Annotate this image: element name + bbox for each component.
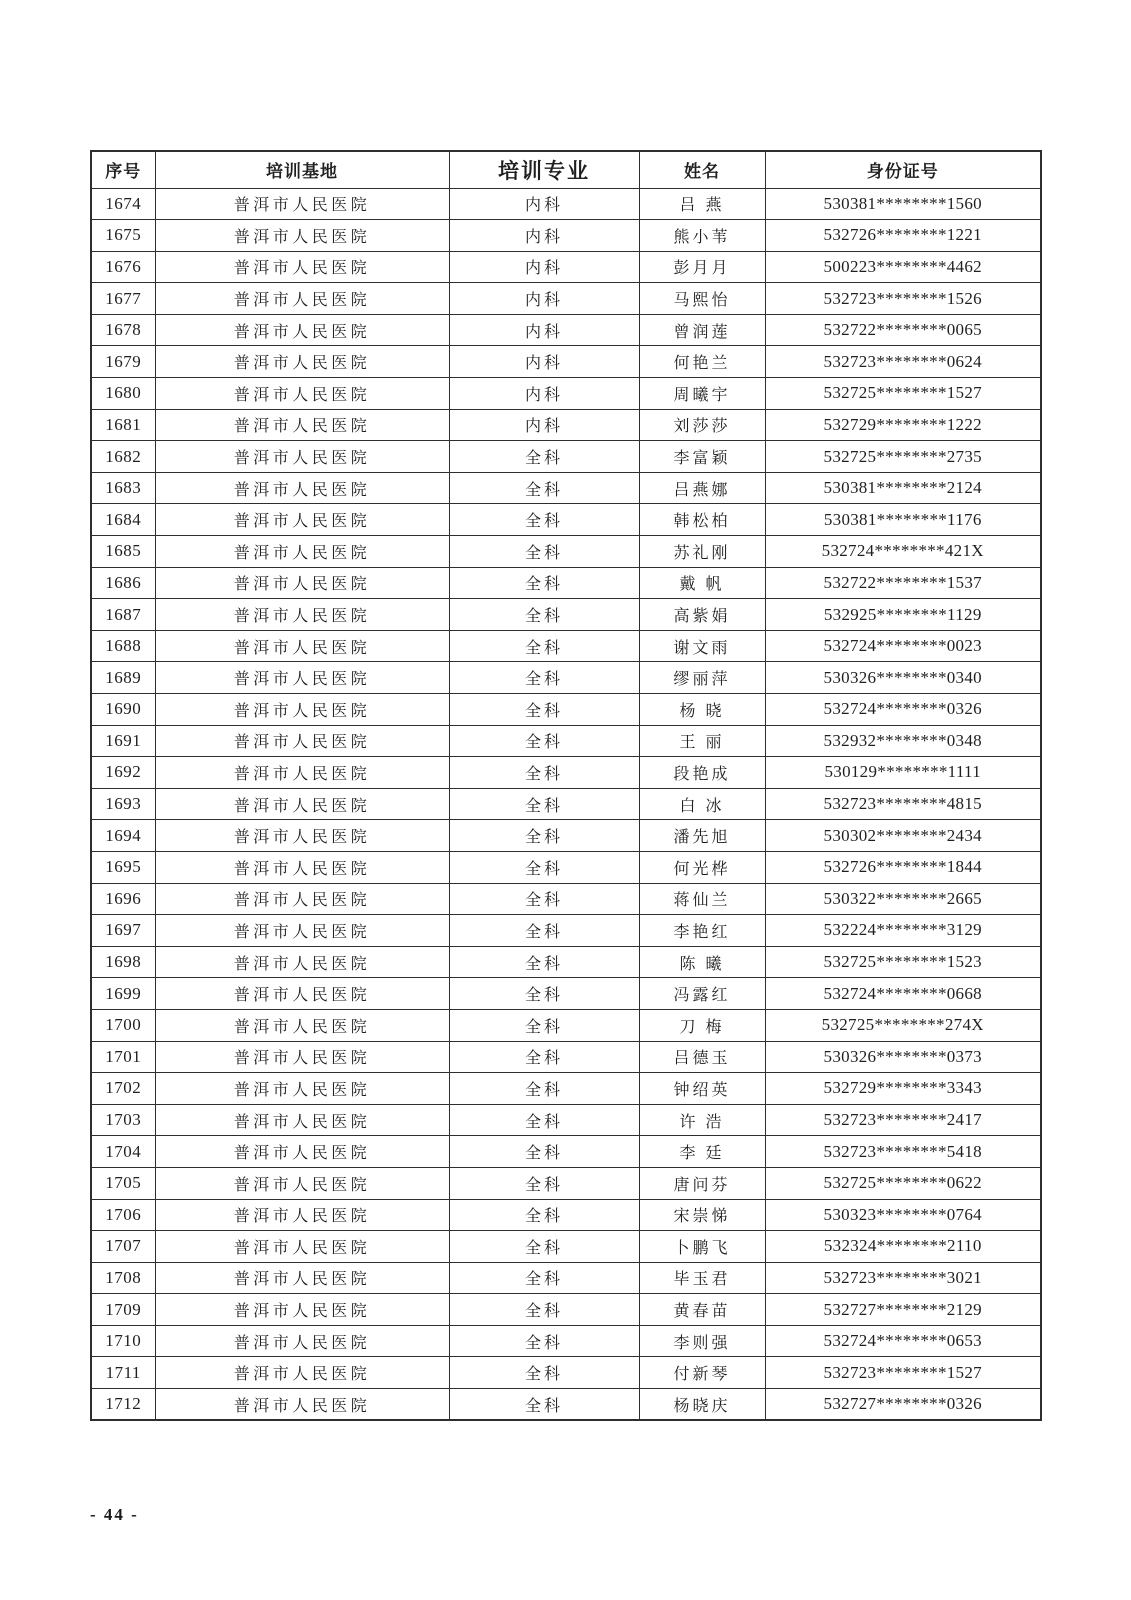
cell-seq: 1699 bbox=[91, 978, 155, 1010]
cell-id: 530381********1560 bbox=[765, 188, 1041, 220]
cell-seq: 1686 bbox=[91, 567, 155, 599]
table-row bbox=[91, 1073, 1041, 1105]
cell-name: 韩松柏 bbox=[639, 504, 765, 536]
cell-specialty: 全科 bbox=[449, 1325, 639, 1357]
cell-seq: 1709 bbox=[91, 1294, 155, 1326]
cell-name: 熊小苇 bbox=[639, 220, 765, 252]
cell-id: 532726********1844 bbox=[765, 851, 1041, 883]
cell-base: 普洱市人民医院 bbox=[155, 851, 449, 883]
cell-seq: 1682 bbox=[91, 441, 155, 473]
table-row bbox=[91, 883, 1041, 915]
cell-base: 普洱市人民医院 bbox=[155, 725, 449, 757]
cell-specialty: 全科 bbox=[449, 1167, 639, 1199]
cell-id: 532723********5418 bbox=[765, 1136, 1041, 1168]
cell-seq: 1691 bbox=[91, 725, 155, 757]
cell-specialty: 内科 bbox=[449, 251, 639, 283]
cell-base: 普洱市人民医院 bbox=[155, 978, 449, 1010]
cell-specialty: 内科 bbox=[449, 283, 639, 315]
cell-id: 532324********2110 bbox=[765, 1231, 1041, 1263]
cell-id: 532722********1537 bbox=[765, 567, 1041, 599]
table-row bbox=[91, 725, 1041, 757]
cell-base: 普洱市人民医院 bbox=[155, 536, 449, 568]
cell-base: 普洱市人民医院 bbox=[155, 1325, 449, 1357]
table-row bbox=[91, 662, 1041, 694]
cell-specialty: 全科 bbox=[449, 915, 639, 947]
cell-seq: 1685 bbox=[91, 536, 155, 568]
cell-id: 532726********1221 bbox=[765, 220, 1041, 252]
cell-specialty: 全科 bbox=[449, 1262, 639, 1294]
cell-name: 卜鹏飞 bbox=[639, 1231, 765, 1263]
table-row bbox=[91, 1325, 1041, 1357]
cell-name: 李 廷 bbox=[639, 1136, 765, 1168]
cell-id: 530302********2434 bbox=[765, 820, 1041, 852]
cell-name: 周曦宇 bbox=[639, 378, 765, 410]
cell-id: 532932********0348 bbox=[765, 725, 1041, 757]
cell-seq: 1678 bbox=[91, 314, 155, 346]
cell-name: 钟绍英 bbox=[639, 1073, 765, 1105]
cell-id: 532723********1526 bbox=[765, 283, 1041, 315]
cell-base: 普洱市人民医院 bbox=[155, 441, 449, 473]
table-row bbox=[91, 1041, 1041, 1073]
cell-name: 吕 燕 bbox=[639, 188, 765, 220]
cell-name: 缪丽萍 bbox=[639, 662, 765, 694]
cell-specialty: 内科 bbox=[449, 409, 639, 441]
table-row bbox=[91, 1199, 1041, 1231]
cell-name: 许 浩 bbox=[639, 1104, 765, 1136]
cell-base: 普洱市人民医院 bbox=[155, 1104, 449, 1136]
cell-seq: 1698 bbox=[91, 946, 155, 978]
cell-name: 白 冰 bbox=[639, 788, 765, 820]
cell-name: 刘莎莎 bbox=[639, 409, 765, 441]
cell-seq: 1695 bbox=[91, 851, 155, 883]
cell-seq: 1677 bbox=[91, 283, 155, 315]
cell-name: 马熙怡 bbox=[639, 283, 765, 315]
cell-seq: 1679 bbox=[91, 346, 155, 378]
cell-seq: 1702 bbox=[91, 1073, 155, 1105]
cell-seq: 1684 bbox=[91, 504, 155, 536]
cell-specialty: 内科 bbox=[449, 220, 639, 252]
cell-name: 潘先旭 bbox=[639, 820, 765, 852]
cell-seq: 1706 bbox=[91, 1199, 155, 1231]
cell-id: 532724********0653 bbox=[765, 1325, 1041, 1357]
cell-specialty: 全科 bbox=[449, 694, 639, 726]
cell-specialty: 内科 bbox=[449, 378, 639, 410]
cell-seq: 1712 bbox=[91, 1389, 155, 1421]
header-row bbox=[91, 151, 1041, 188]
cell-name: 李则强 bbox=[639, 1325, 765, 1357]
cell-id: 532727********2129 bbox=[765, 1294, 1041, 1326]
cell-base: 普洱市人民医院 bbox=[155, 409, 449, 441]
cell-id: 532725********1527 bbox=[765, 378, 1041, 410]
cell-id: 532725********0622 bbox=[765, 1167, 1041, 1199]
cell-id: 532722********0065 bbox=[765, 314, 1041, 346]
table-row bbox=[91, 851, 1041, 883]
cell-name: 谢文雨 bbox=[639, 630, 765, 662]
cell-name: 宋崇悌 bbox=[639, 1199, 765, 1231]
cell-id: 532723********0624 bbox=[765, 346, 1041, 378]
cell-name: 刀 梅 bbox=[639, 1009, 765, 1041]
table-row bbox=[91, 188, 1041, 220]
cell-seq: 1696 bbox=[91, 883, 155, 915]
table-row bbox=[91, 346, 1041, 378]
cell-specialty: 全科 bbox=[449, 1357, 639, 1389]
cell-id: 530326********0340 bbox=[765, 662, 1041, 694]
cell-id: 532725********1523 bbox=[765, 946, 1041, 978]
cell-base: 普洱市人民医院 bbox=[155, 946, 449, 978]
table-row bbox=[91, 757, 1041, 789]
table-row bbox=[91, 251, 1041, 283]
cell-id: 532725********274X bbox=[765, 1009, 1041, 1041]
cell-specialty: 全科 bbox=[449, 725, 639, 757]
cell-seq: 1700 bbox=[91, 1009, 155, 1041]
table-row bbox=[91, 1389, 1041, 1421]
cell-base: 普洱市人民医院 bbox=[155, 378, 449, 410]
cell-seq: 1680 bbox=[91, 378, 155, 410]
cell-specialty: 全科 bbox=[449, 441, 639, 473]
cell-seq: 1705 bbox=[91, 1167, 155, 1199]
table-row bbox=[91, 220, 1041, 252]
cell-base: 普洱市人民医院 bbox=[155, 283, 449, 315]
cell-specialty: 全科 bbox=[449, 1041, 639, 1073]
cell-specialty: 全科 bbox=[449, 883, 639, 915]
table-row bbox=[91, 1009, 1041, 1041]
cell-seq: 1701 bbox=[91, 1041, 155, 1073]
cell-id: 532723********4815 bbox=[765, 788, 1041, 820]
cell-base: 普洱市人民医院 bbox=[155, 1136, 449, 1168]
header-id: 身份证号 bbox=[765, 151, 1041, 188]
cell-base: 普洱市人民医院 bbox=[155, 1009, 449, 1041]
cell-name: 李艳红 bbox=[639, 915, 765, 947]
cell-seq: 1675 bbox=[91, 220, 155, 252]
cell-base: 普洱市人民医院 bbox=[155, 757, 449, 789]
cell-name: 何艳兰 bbox=[639, 346, 765, 378]
cell-seq: 1687 bbox=[91, 599, 155, 631]
cell-name: 戴 帆 bbox=[639, 567, 765, 599]
cell-base: 普洱市人民医院 bbox=[155, 1199, 449, 1231]
table-row bbox=[91, 1136, 1041, 1168]
cell-seq: 1690 bbox=[91, 694, 155, 726]
cell-id: 500223********4462 bbox=[765, 251, 1041, 283]
table-row bbox=[91, 1294, 1041, 1326]
cell-specialty: 全科 bbox=[449, 1136, 639, 1168]
cell-name: 李富颖 bbox=[639, 441, 765, 473]
table-row bbox=[91, 1167, 1041, 1199]
header-specialty: 培训专业 bbox=[449, 151, 639, 188]
cell-base: 普洱市人民医院 bbox=[155, 472, 449, 504]
cell-specialty: 全科 bbox=[449, 1389, 639, 1421]
cell-base: 普洱市人民医院 bbox=[155, 567, 449, 599]
cell-base: 普洱市人民医院 bbox=[155, 1167, 449, 1199]
cell-base: 普洱市人民医院 bbox=[155, 1262, 449, 1294]
table-row bbox=[91, 820, 1041, 852]
cell-base: 普洱市人民医院 bbox=[155, 220, 449, 252]
cell-base: 普洱市人民医院 bbox=[155, 1357, 449, 1389]
table-row bbox=[91, 1262, 1041, 1294]
cell-specialty: 全科 bbox=[449, 820, 639, 852]
cell-specialty: 全科 bbox=[449, 536, 639, 568]
cell-name: 黄春苗 bbox=[639, 1294, 765, 1326]
header-name: 姓名 bbox=[639, 151, 765, 188]
cell-seq: 1694 bbox=[91, 820, 155, 852]
table-row bbox=[91, 567, 1041, 599]
cell-specialty: 全科 bbox=[449, 1294, 639, 1326]
cell-specialty: 全科 bbox=[449, 662, 639, 694]
cell-seq: 1689 bbox=[91, 662, 155, 694]
cell-seq: 1674 bbox=[91, 188, 155, 220]
table-row bbox=[91, 409, 1041, 441]
cell-id: 532723********2417 bbox=[765, 1104, 1041, 1136]
cell-id: 532723********3021 bbox=[765, 1262, 1041, 1294]
cell-base: 普洱市人民医院 bbox=[155, 694, 449, 726]
cell-id: 532224********3129 bbox=[765, 915, 1041, 947]
cell-specialty: 内科 bbox=[449, 314, 639, 346]
cell-name: 何光桦 bbox=[639, 851, 765, 883]
cell-id: 530323********0764 bbox=[765, 1199, 1041, 1231]
cell-id: 530129********1111 bbox=[765, 757, 1041, 789]
cell-id: 530326********0373 bbox=[765, 1041, 1041, 1073]
cell-base: 普洱市人民医院 bbox=[155, 820, 449, 852]
cell-specialty: 全科 bbox=[449, 1009, 639, 1041]
table-row bbox=[91, 915, 1041, 947]
header-base: 培训基地 bbox=[155, 151, 449, 188]
cell-id: 532724********0668 bbox=[765, 978, 1041, 1010]
table-row bbox=[91, 314, 1041, 346]
cell-specialty: 全科 bbox=[449, 567, 639, 599]
cell-base: 普洱市人民医院 bbox=[155, 788, 449, 820]
cell-name: 毕玉君 bbox=[639, 1262, 765, 1294]
table-row bbox=[91, 694, 1041, 726]
table-row bbox=[91, 378, 1041, 410]
cell-name: 冯露红 bbox=[639, 978, 765, 1010]
cell-base: 普洱市人民医院 bbox=[155, 1389, 449, 1421]
cell-seq: 1697 bbox=[91, 915, 155, 947]
table-row bbox=[91, 599, 1041, 631]
table-row bbox=[91, 536, 1041, 568]
cell-name: 曾润莲 bbox=[639, 314, 765, 346]
cell-seq: 1703 bbox=[91, 1104, 155, 1136]
cell-seq: 1688 bbox=[91, 630, 155, 662]
cell-base: 普洱市人民医院 bbox=[155, 1073, 449, 1105]
cell-name: 王 丽 bbox=[639, 725, 765, 757]
cell-seq: 1681 bbox=[91, 409, 155, 441]
cell-name: 吕燕娜 bbox=[639, 472, 765, 504]
cell-name: 陈 曦 bbox=[639, 946, 765, 978]
table-row bbox=[91, 441, 1041, 473]
cell-seq: 1710 bbox=[91, 1325, 155, 1357]
cell-seq: 1704 bbox=[91, 1136, 155, 1168]
cell-seq: 1707 bbox=[91, 1231, 155, 1263]
table-row bbox=[91, 472, 1041, 504]
cell-base: 普洱市人民医院 bbox=[155, 346, 449, 378]
cell-id: 532723********1527 bbox=[765, 1357, 1041, 1389]
cell-name: 苏礼刚 bbox=[639, 536, 765, 568]
cell-name: 杨 晓 bbox=[639, 694, 765, 726]
cell-name: 高紫娟 bbox=[639, 599, 765, 631]
cell-base: 普洱市人民医院 bbox=[155, 630, 449, 662]
cell-specialty: 内科 bbox=[449, 188, 639, 220]
cell-base: 普洱市人民医院 bbox=[155, 1041, 449, 1073]
cell-name: 彭月月 bbox=[639, 251, 765, 283]
cell-id: 532925********1129 bbox=[765, 599, 1041, 631]
cell-specialty: 全科 bbox=[449, 851, 639, 883]
cell-seq: 1692 bbox=[91, 757, 155, 789]
table-body bbox=[91, 188, 1041, 1420]
cell-id: 532725********2735 bbox=[765, 441, 1041, 473]
page-number: - 44 - bbox=[90, 1505, 139, 1524]
cell-seq: 1693 bbox=[91, 788, 155, 820]
cell-specialty: 全科 bbox=[449, 757, 639, 789]
table-row bbox=[91, 1357, 1041, 1389]
cell-name: 杨晓庆 bbox=[639, 1389, 765, 1421]
cell-id: 532724********0023 bbox=[765, 630, 1041, 662]
table-row bbox=[91, 946, 1041, 978]
cell-base: 普洱市人民医院 bbox=[155, 314, 449, 346]
cell-specialty: 全科 bbox=[449, 978, 639, 1010]
cell-specialty: 全科 bbox=[449, 1199, 639, 1231]
cell-id: 532727********0326 bbox=[765, 1389, 1041, 1421]
header-seq: 序号 bbox=[91, 151, 155, 188]
cell-base: 普洱市人民医院 bbox=[155, 251, 449, 283]
table-row bbox=[91, 1231, 1041, 1263]
cell-base: 普洱市人民医院 bbox=[155, 599, 449, 631]
table-header bbox=[91, 151, 1041, 188]
cell-base: 普洱市人民医院 bbox=[155, 1231, 449, 1263]
trainee-roster-table bbox=[90, 150, 1042, 1421]
cell-name: 段艳成 bbox=[639, 757, 765, 789]
cell-base: 普洱市人民医院 bbox=[155, 883, 449, 915]
cell-base: 普洱市人民医院 bbox=[155, 662, 449, 694]
cell-name: 唐问芬 bbox=[639, 1167, 765, 1199]
cell-base: 普洱市人民医院 bbox=[155, 1294, 449, 1326]
table-row bbox=[91, 630, 1041, 662]
cell-name: 蒋仙兰 bbox=[639, 883, 765, 915]
cell-specialty: 全科 bbox=[449, 1231, 639, 1263]
cell-specialty: 全科 bbox=[449, 630, 639, 662]
cell-seq: 1711 bbox=[91, 1357, 155, 1389]
cell-specialty: 全科 bbox=[449, 504, 639, 536]
cell-specialty: 内科 bbox=[449, 346, 639, 378]
cell-id: 530322********2665 bbox=[765, 883, 1041, 915]
table-row bbox=[91, 788, 1041, 820]
cell-seq: 1683 bbox=[91, 472, 155, 504]
cell-name: 吕德玉 bbox=[639, 1041, 765, 1073]
cell-id: 530381********1176 bbox=[765, 504, 1041, 536]
cell-id: 532724********0326 bbox=[765, 694, 1041, 726]
table-row bbox=[91, 1104, 1041, 1136]
cell-id: 532724********421X bbox=[765, 536, 1041, 568]
cell-specialty: 全科 bbox=[449, 788, 639, 820]
cell-id: 532729********3343 bbox=[765, 1073, 1041, 1105]
cell-base: 普洱市人民医院 bbox=[155, 915, 449, 947]
table-row bbox=[91, 283, 1041, 315]
cell-specialty: 全科 bbox=[449, 1104, 639, 1136]
cell-id: 532729********1222 bbox=[765, 409, 1041, 441]
table-row bbox=[91, 978, 1041, 1010]
cell-base: 普洱市人民医院 bbox=[155, 188, 449, 220]
cell-base: 普洱市人民医院 bbox=[155, 504, 449, 536]
cell-specialty: 全科 bbox=[449, 472, 639, 504]
table-row bbox=[91, 504, 1041, 536]
cell-specialty: 全科 bbox=[449, 946, 639, 978]
cell-id: 530381********2124 bbox=[765, 472, 1041, 504]
cell-specialty: 全科 bbox=[449, 599, 639, 631]
cell-seq: 1676 bbox=[91, 251, 155, 283]
cell-specialty: 全科 bbox=[449, 1073, 639, 1105]
cell-seq: 1708 bbox=[91, 1262, 155, 1294]
cell-name: 付新琴 bbox=[639, 1357, 765, 1389]
